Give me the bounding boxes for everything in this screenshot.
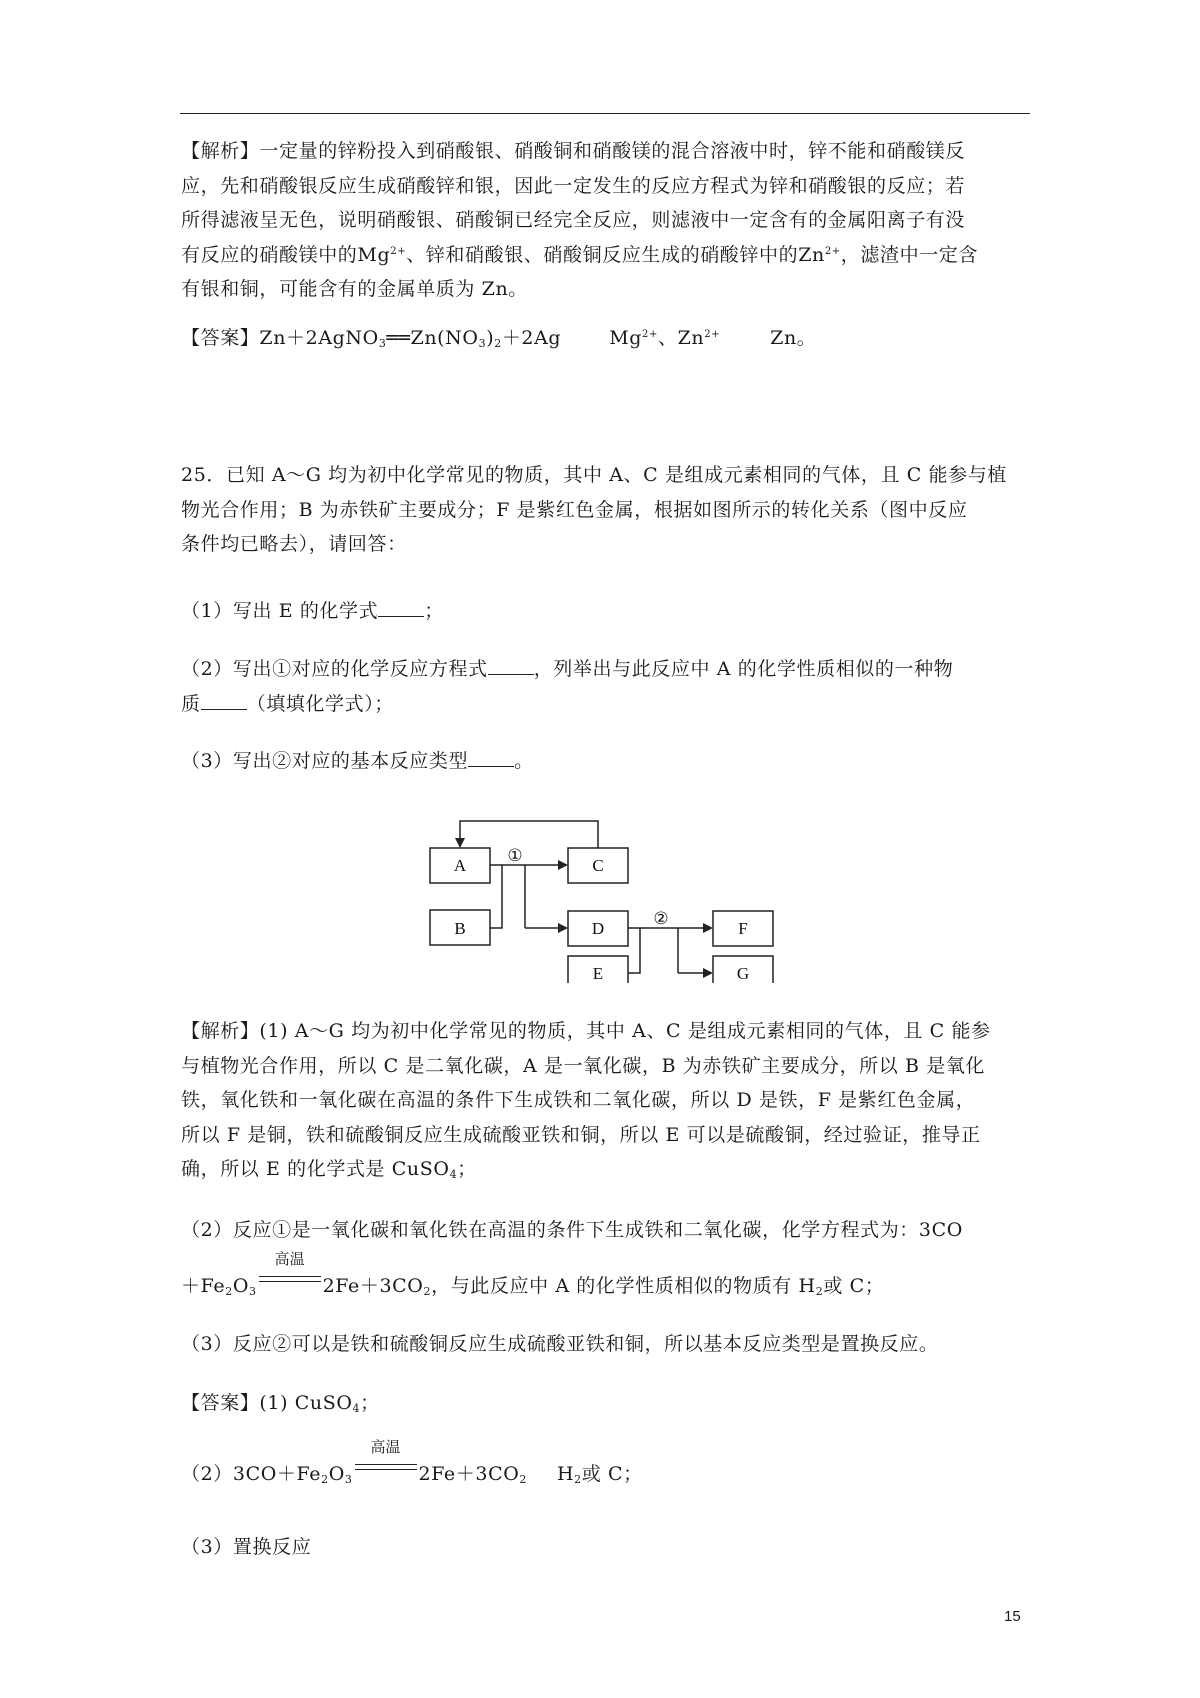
text: ，与此反应中 A 的化学性质相似的物质有 H xyxy=(431,1275,816,1297)
label-a: A xyxy=(453,856,467,875)
connector-de xyxy=(628,928,640,973)
analysis-2-line: 铁，氧化铁和一氧化碳在高温的条件下生成铁和二氧化碳，所以 D 是铁，F 是紫红色金属， xyxy=(181,1089,976,1111)
answer-2-line-2 xyxy=(181,1438,1029,1495)
analysis-1-line xyxy=(181,238,1029,273)
analysis-2-line: （2）反应①是一氧化碳和氧化铁在高温的条件下生成铁和二氧化碳，化学方程式为：3CO xyxy=(181,1219,963,1241)
text: ，滤渣中一定含 xyxy=(840,243,978,266)
reaction-1-label: ① xyxy=(507,846,523,865)
analysis-2-part-2 xyxy=(181,1213,1029,1248)
equation: 2Fe＋3CO xyxy=(322,1275,424,1297)
subscript: 3 xyxy=(249,1285,257,1298)
ion: Mg xyxy=(609,327,643,349)
answer-blank xyxy=(468,766,514,767)
equation: （2）3CO＋Fe xyxy=(181,1463,322,1485)
text: ； xyxy=(360,1392,380,1414)
question-line: 25．已知 A～G 均为初中化学常见的物质，其中 A、C 是组成元素相同的气体，且 C 能参与植 xyxy=(181,464,1007,486)
sub-question-1 xyxy=(181,594,1029,629)
question-line: 物光合作用；B 为赤铁矿主要成分；F 是紫红色金属，根据如图所示的转化关系（图中反应 xyxy=(181,498,968,521)
text: （1）写出 E 的化学式 xyxy=(181,600,379,622)
label-g: G xyxy=(736,964,750,983)
label-d: D xyxy=(591,919,605,938)
analysis-2-equation xyxy=(181,1250,1029,1307)
answer-blank xyxy=(201,709,247,710)
charge: 2+ xyxy=(390,245,407,257)
answer-blank xyxy=(488,674,534,675)
question-line xyxy=(181,652,1029,687)
answer-2-line-1 xyxy=(181,1386,1029,1424)
header-rule xyxy=(180,113,1030,114)
analysis-1 xyxy=(181,134,1029,307)
page-number: 15 xyxy=(1004,1608,1021,1625)
condition-text: 高温 xyxy=(370,1438,401,1456)
equals-sign: ══ xyxy=(386,327,411,349)
answer-label: 【答案】(1) CuSO xyxy=(181,1392,353,1414)
label-c: C xyxy=(592,856,604,875)
subscript: 2 xyxy=(423,1285,432,1298)
label-e: E xyxy=(592,964,604,983)
label-f: F xyxy=(738,919,748,938)
equation: Zn＋2AgNO xyxy=(259,327,379,349)
equals-line xyxy=(259,1276,321,1277)
text: Zn xyxy=(798,243,825,266)
text: （3）写出②对应的基本反应类型 xyxy=(181,750,469,772)
text: ，列举出与此反应中 A 的化学性质相似的一种物 xyxy=(533,658,954,680)
analysis-1-line: 应，先和硝酸银反应生成硝酸锌和银，因此一定发生的反应方程式为锌和硝酸银的反应；若 xyxy=(181,174,966,197)
metal: Zn。 xyxy=(770,327,817,349)
sub-question-2 xyxy=(181,652,1029,721)
question-25 xyxy=(181,458,1029,562)
text: 或 C； xyxy=(823,1275,885,1297)
analysis-1-line: 所得滤液呈无色，说明硝酸银、硝酸铜已经完全反应，则滤液中一定含有的金属阳离子有没 xyxy=(181,209,966,231)
subscript: 3 xyxy=(478,337,487,350)
equation: Zn(NO xyxy=(410,327,479,349)
text: （填填化学式）； xyxy=(246,692,394,715)
charge: 2+ xyxy=(704,329,721,340)
text: 或 C； xyxy=(581,1463,643,1485)
answer-label: 【答案】 xyxy=(181,327,260,349)
text: 。 xyxy=(514,750,534,772)
reaction-condition xyxy=(257,1250,323,1292)
equals-line xyxy=(355,1469,417,1470)
question-line: 条件均已略去），请回答： xyxy=(181,533,407,555)
subscript: 2 xyxy=(225,1285,233,1298)
analysis-2-line: 所以 F 是铜，铁和硫酸铜反应生成硫酸亚铁和铜，所以 E 可以是硫酸铜，经过验证，推导正 xyxy=(181,1123,981,1146)
equation: O xyxy=(232,1275,249,1297)
condition-text: 高温 xyxy=(274,1250,305,1268)
text: Mg xyxy=(357,243,391,266)
reaction-condition xyxy=(353,1438,419,1480)
analysis-2-line: 与植物光合作用，所以 C 是二氧化碳，A 是一氧化碳，B 为赤铁矿主要成分，所以 B 是氧化 xyxy=(181,1054,986,1077)
text: （3）置换反应 xyxy=(181,1536,312,1558)
subscript: 2 xyxy=(321,1473,329,1486)
text: 确，所以 E 的化学式是 CuSO xyxy=(181,1158,450,1180)
equation: ) xyxy=(486,327,495,349)
subscript: 4 xyxy=(352,1402,361,1415)
analysis-1-line: 【解析】一定量的锌粉投入到硝酸银、硝酸铜和硝酸镁的混合溶液中时，锌不能和硝酸镁反 xyxy=(181,140,966,162)
subscript: 4 xyxy=(449,1168,458,1181)
text: H xyxy=(557,1463,575,1485)
subscript: 3 xyxy=(344,1473,353,1486)
text: ； xyxy=(424,600,444,622)
answer-2-line-3 xyxy=(181,1530,1029,1565)
subscript: 2 xyxy=(574,1473,582,1486)
conversion-diagram xyxy=(420,808,790,983)
question-line xyxy=(181,687,1029,722)
text: ； xyxy=(457,1158,477,1180)
sub-question-3 xyxy=(181,744,1029,779)
charge: 2+ xyxy=(824,245,841,257)
text: 、锌和硝酸银、硝酸铜反应生成的硝酸锌中的 xyxy=(406,243,799,266)
equals-line xyxy=(355,1464,417,1465)
analysis-2 xyxy=(181,1014,1029,1190)
subscript: 3 xyxy=(378,337,387,350)
equation: ＋Fe xyxy=(181,1275,226,1297)
subscript: 2 xyxy=(815,1285,824,1298)
analysis-2-part-3 xyxy=(181,1327,1029,1362)
connector-ab xyxy=(490,865,502,928)
charge: 2+ xyxy=(642,329,658,340)
text: 有反应的硝酸镁中的 xyxy=(181,243,358,266)
label-b: B xyxy=(454,919,466,938)
text: 质 xyxy=(181,692,201,715)
answer-blank xyxy=(378,616,424,617)
text: （2）写出①对应的化学反应方程式 xyxy=(181,658,488,680)
arrow-c-to-a xyxy=(460,821,598,848)
analysis-1-line: 有银和铜，可能含有的金属单质为 Zn。 xyxy=(181,278,528,300)
subscript: 2 xyxy=(519,1473,527,1486)
equation: 2Fe＋3CO xyxy=(418,1463,520,1485)
analysis-2-line: 【解析】(1) A～G 均为初中化学常见的物质，其中 A、C 是组成元素相同的气体，且 C 能参 xyxy=(181,1020,991,1042)
equation: O xyxy=(328,1463,345,1485)
reaction-2-label: ② xyxy=(653,909,669,928)
equation: ＋2Ag xyxy=(501,327,562,349)
ion: Zn xyxy=(677,327,705,349)
answer-1 xyxy=(181,321,1029,359)
analysis-2-line: （3）反应②可以是铁和硫酸铜反应生成硫酸亚铁和铜，所以基本反应类型是置换反应。 xyxy=(181,1333,939,1355)
subscript: 2 xyxy=(494,337,502,350)
equals-line xyxy=(259,1281,321,1282)
separator: 、 xyxy=(657,327,678,349)
analysis-2-line xyxy=(181,1152,1029,1190)
